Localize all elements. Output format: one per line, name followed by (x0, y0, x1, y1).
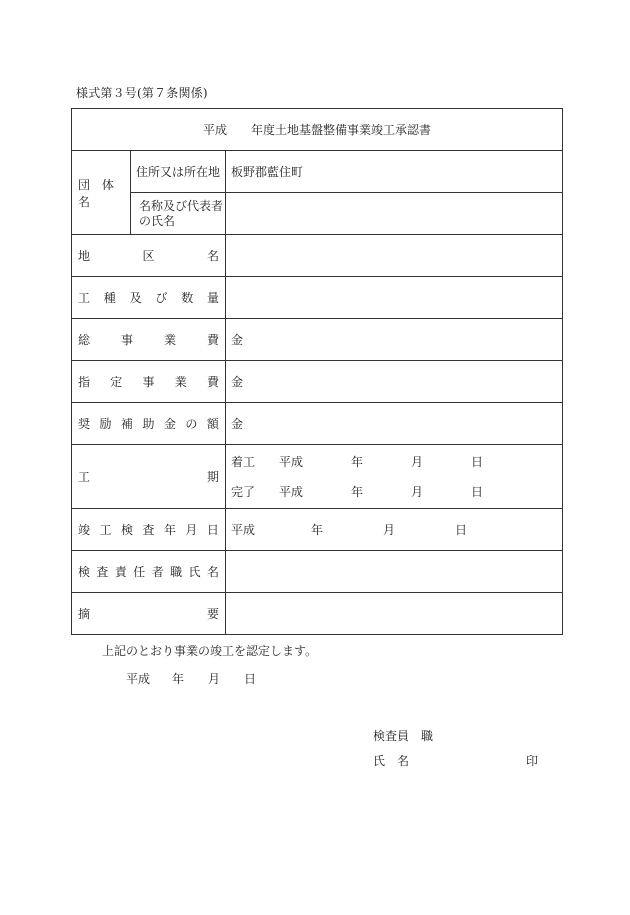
soujigyouhi-value[interactable]: 金 (226, 319, 563, 361)
shitei-char: 業 (174, 375, 187, 389)
chiku-char: 区 (142, 249, 155, 263)
tekiyou-char: 摘 (78, 607, 91, 621)
inspector-line (373, 727, 433, 744)
sekininsha-char: 責 (114, 565, 127, 579)
soujigyouhi-char: 事 (120, 333, 133, 347)
kouki-start-year: 年 (351, 455, 364, 469)
certification-date (126, 670, 256, 687)
certification-statement: 上記のとおり事業の竣工を認定します。 (102, 644, 318, 658)
name-value[interactable] (226, 193, 563, 235)
koushu-char: 種 (103, 291, 116, 305)
kouki-start-era: 平成 (279, 455, 304, 469)
name-label-line1: 名称及び代表者 (139, 198, 224, 213)
inspector-title: 職 (421, 729, 434, 743)
kensa-date-value[interactable] (226, 509, 563, 551)
soujigyouhi-char: 総 (78, 333, 91, 347)
chiku-value[interactable] (226, 235, 563, 277)
kouki-start-day: 日 (471, 455, 484, 469)
chiku-char: 名 (206, 249, 219, 263)
shunkou-char: 年 (163, 523, 176, 537)
kouki-char: 工 (78, 470, 91, 484)
sekininsha-label (72, 551, 226, 593)
kouki-end-year: 年 (351, 485, 364, 499)
kouki-start-month: 月 (411, 455, 424, 469)
chiku-char: 地 (78, 249, 91, 263)
shunkou-char: 査 (142, 523, 155, 537)
tekiyou-label (72, 593, 226, 635)
shoureikin-label (72, 403, 226, 445)
shunkou-label (72, 509, 226, 551)
koushu-char: 及 (129, 291, 142, 305)
sekininsha-char: 任 (133, 565, 146, 579)
kensa-day: 日 (455, 523, 468, 537)
date-era: 平成 (126, 672, 151, 686)
tekiyou-char: 要 (206, 607, 219, 621)
koushu-char: 工 (78, 291, 91, 305)
shoureikin-char: 額 (206, 417, 219, 431)
sekininsha-value[interactable] (226, 551, 563, 593)
kouki-end-era: 平成 (279, 485, 304, 499)
address-label: 住所又は所在地 (131, 151, 226, 193)
kouki-end-label: 完了 (231, 485, 256, 499)
kensa-era: 平成 (231, 523, 256, 537)
sekininsha-char: 者 (151, 565, 164, 579)
soujigyouhi-label (72, 319, 226, 361)
shitei-char: 事 (142, 375, 155, 389)
dantai-label: 団 体 名 (72, 151, 131, 235)
date-year: 年 (172, 672, 185, 686)
sekininsha-char: 査 (96, 565, 109, 579)
kouki-char: 期 (206, 470, 219, 484)
certificate-title (72, 109, 563, 151)
kouki-end-day: 日 (471, 485, 484, 499)
koushu-label (72, 277, 226, 319)
soujigyouhi-char: 業 (163, 333, 176, 347)
sekininsha-char: 職 (170, 565, 183, 579)
kouki-label (72, 445, 226, 509)
kensa-month: 月 (383, 523, 396, 537)
title-text: 年度土地基盤整備事業竣工承認書 (251, 123, 432, 137)
koushu-char: び (155, 291, 168, 305)
koushu-value[interactable] (226, 277, 563, 319)
shoureikin-char: 助 (142, 417, 155, 431)
kouki-start-line (231, 447, 562, 477)
name-label (131, 193, 226, 235)
shitei-char: 費 (206, 375, 219, 389)
address-value[interactable]: 板野郡藍住町 (226, 151, 563, 193)
certificate-table (71, 108, 563, 635)
shoureikin-char: 金 (163, 417, 176, 431)
kensa-year: 年 (311, 523, 324, 537)
date-month: 月 (208, 672, 221, 686)
shunkou-char: 日 (206, 523, 219, 537)
sekininsha-char: 氏 (188, 565, 201, 579)
koushu-char: 量 (206, 291, 219, 305)
name-label-line2: の氏名 (139, 213, 176, 228)
kouki-end-month: 月 (411, 485, 424, 499)
date-day: 日 (244, 672, 257, 686)
shunkou-char: 月 (185, 523, 198, 537)
shunkou-char: 検 (120, 523, 133, 537)
kouki-value[interactable] (226, 445, 563, 509)
shitei-value[interactable]: 金 (226, 361, 563, 403)
chiku-label (72, 235, 226, 277)
kouki-end-line (231, 477, 562, 507)
inspector-label: 検査員 (373, 729, 410, 743)
shoureikin-char: 奨 (78, 417, 91, 431)
tekiyou-value[interactable] (226, 593, 563, 635)
title-era: 平成 (202, 123, 227, 137)
seal-mark: 印 (526, 754, 539, 768)
shitei-char: 指 (78, 375, 91, 389)
shitei-label (72, 361, 226, 403)
form-number: 様式第３号(第７条関係) (76, 86, 208, 100)
sekininsha-char: 名 (206, 565, 219, 579)
shoureikin-char: 補 (120, 417, 133, 431)
shunkou-char: 竣 (78, 523, 91, 537)
shoureikin-value[interactable]: 金 (226, 403, 563, 445)
koushu-char: 数 (181, 291, 194, 305)
shunkou-char: 工 (99, 523, 112, 537)
shoureikin-char: の (185, 417, 198, 431)
shitei-char: 定 (110, 375, 123, 389)
shoureikin-char: 励 (99, 417, 112, 431)
soujigyouhi-char: 費 (206, 333, 219, 347)
sekininsha-char: 検 (78, 565, 91, 579)
kouki-start-label: 着工 (231, 455, 256, 469)
inspector-name-label: 氏 名 (373, 754, 410, 768)
